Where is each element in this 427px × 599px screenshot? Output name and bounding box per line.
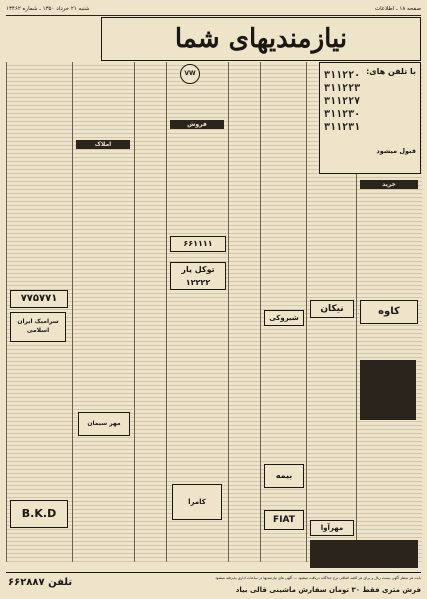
fiat-ad bbox=[264, 510, 304, 530]
nikan-ad bbox=[310, 300, 354, 318]
bkd-ad bbox=[10, 500, 68, 528]
section-amlak bbox=[76, 140, 130, 149]
big-phone-number: ۷۷۵۷۷۱ bbox=[20, 293, 58, 304]
mehr-cement-ad bbox=[78, 412, 130, 436]
bimeh-ad-text: بیمه bbox=[275, 471, 293, 480]
issue-date: شنبه ۲۱ خرداد ۱۳۵۰ ـ شماره ۱۳۴۶۲ bbox=[6, 6, 90, 12]
volkswagen-logo bbox=[180, 64, 200, 84]
footer-telephone: تلفن ۶۶۲۸۸۷ bbox=[8, 577, 73, 588]
phone-number-list bbox=[324, 69, 382, 134]
phone-number-item: ۳۱۱۲۲۷ bbox=[324, 96, 361, 107]
camera-ad bbox=[172, 484, 222, 520]
mehrava-ad-text: مهرآوا bbox=[320, 524, 344, 532]
phone-box-accept: قبول میشود bbox=[376, 147, 416, 155]
page-number: صفحه ۱۸ ـ اطلاعات bbox=[374, 6, 421, 12]
section-amlak-label: املاک bbox=[94, 141, 112, 148]
kaveh-ad-text: کاوه bbox=[378, 306, 400, 317]
tavakol-ad bbox=[170, 262, 226, 290]
phone-number-box bbox=[319, 62, 421, 174]
column-3 bbox=[134, 62, 167, 562]
section-forush-label: فروش bbox=[187, 121, 207, 128]
ceramic-ad-text: سرامیک ایران اسلامی bbox=[17, 318, 59, 334]
phone-number-item: ۳۱۱۲۲۰ bbox=[324, 70, 361, 81]
nikan-ad-text: نیکان bbox=[320, 304, 344, 314]
phone-number-item: ۳۱۱۲۲۳ bbox=[324, 83, 361, 94]
phone-box-label: با تلفن های: bbox=[366, 67, 416, 76]
volkswagen-logo-text: VW bbox=[184, 70, 196, 77]
page-header bbox=[6, 3, 421, 16]
phone-number-item: ۳۱۱۲۳۰ bbox=[324, 109, 361, 120]
bkd-ad-text: B.K.D bbox=[21, 507, 57, 520]
big-phone-ad bbox=[10, 290, 68, 308]
mehrava-ad bbox=[310, 520, 354, 536]
masthead bbox=[101, 17, 421, 61]
column-5 bbox=[228, 62, 261, 562]
kaveh-ad bbox=[360, 300, 418, 324]
dark-ad-block bbox=[360, 360, 416, 420]
phone-number-3: ۱۲۲۲۲ bbox=[185, 278, 211, 287]
phone-number-2: ۶۶۱۱۱۱ bbox=[183, 239, 213, 248]
sherooki-ad bbox=[264, 310, 304, 326]
section-forush bbox=[170, 120, 224, 129]
column-2 bbox=[72, 62, 135, 562]
ceramic-ad bbox=[10, 312, 66, 342]
bimeh-ad bbox=[264, 464, 304, 488]
sherooki-ad-text: شیروکی bbox=[269, 314, 299, 322]
section-kharid bbox=[360, 180, 418, 189]
footer-note: بابت هر سطر آگهی بیست ریال و برای هر کلمه اضافی نرخ جداگانه دریافت میشود — آگهی های نیازمندیها در ساعات اداری پذیرفته میشود bbox=[215, 576, 421, 580]
page-footer bbox=[6, 572, 421, 595]
dark-ad-block-bottom bbox=[310, 540, 418, 568]
masthead-title: نیازمندیهای شما bbox=[174, 24, 348, 54]
tavakol-ad-text: توکل یار bbox=[181, 265, 215, 274]
phone-ad-2 bbox=[170, 236, 226, 252]
footer-rate: فرش متری فقط ۳۰ تومان سفارش ماشینی قالی بیاد bbox=[235, 586, 421, 594]
camera-ad-text: کامرا bbox=[188, 498, 206, 506]
fiat-logo-text: FIAT bbox=[273, 515, 295, 525]
section-kharid-label: خرید bbox=[382, 181, 396, 188]
mehr-cement-text: مهر سیمان bbox=[87, 420, 121, 427]
phone-number-item: ۳۱۱۲۳۱ bbox=[324, 122, 361, 133]
